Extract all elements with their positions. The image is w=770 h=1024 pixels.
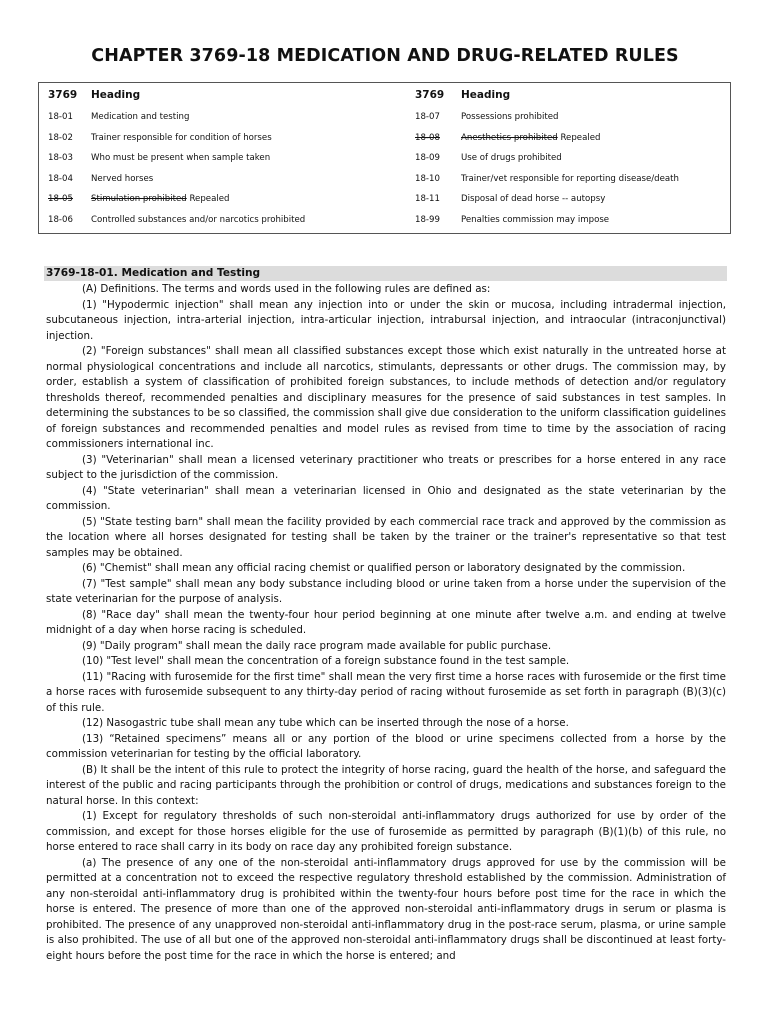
rule-number-right: 18-07	[415, 112, 440, 122]
body-paragraph: (2) "Foreign substances" shall mean all classified substances except those which exist naturally in the untreated horse at normal physiological concentrations and include all narcotics, stimulants, depressants or other drugs. The commission may, by order, establish a system of classification of prohibited foreign substances, to include methods of detection and/or regulatory thresholds thereof, recommended penalties and disciplinary measures for the presence of said substances in test samples. In determining the substances to be so classified, the commission shall give due consideration to the uniform classification guidelines of foreign substances and recommended penalties and model rules as revised from time to time by the association of racing commissioners international inc.	[46, 345, 726, 450]
rule-heading-text: Use of drugs prohibited	[461, 153, 562, 163]
table-row	[39, 189, 730, 209]
rule-heading-right	[461, 107, 558, 127]
body-paragraph: (13) “Retained specimens” means all or any portion of the blood or urine specimens collected from a horse by the commission veterinarian for testing by the official laboratory.	[46, 732, 726, 760]
body-paragraph: (7) "Test sample" shall mean any body substance including blood or urine taken from a horse under the supervision of the state veterinarian for the purpose of analysis.	[46, 577, 726, 605]
body-paragraph: (a) The presence of any one of the non-steroidal anti-inflammatory drugs approved for use by the commission will be permitted at a concentration not to exceed the respective regulatory threshold established by the commission. Administration of any non-steroidal anti-inflammatory drug is prohibited within the twenty-four hours before post time for the race in which the horse is entered. The presence of more than one of the approved non-steroidal anti-inflammatory drugs in serum or plasma is prohibited. The presence of any unapproved non-steroidal anti-inflammatory drug in the post-race serum, plasma, or urine sample is also prohibited. The use of all but one of the approved non-steroidal anti-inflammatory drugs shall be discontinued at least forty-eight hours before the post time for the race in which the horse is entered; and	[46, 856, 726, 962]
rule-heading-text: Penalties commission may impose	[461, 214, 610, 225]
rule-number-left: 18-05	[48, 194, 73, 204]
rule-heading-left	[91, 210, 305, 230]
body-paragraph: (1) "Hypodermic injection" shall mean any injection into or under the skin or mucosa, including intradermal injection, subcutaneous injection, intra-arterial injection, intra-articular injection, intrabursal injection, and intraocular (intraconjunctival) injection.	[46, 298, 726, 342]
repealed-note: Repealed	[557, 132, 601, 143]
rule-heading-right	[461, 189, 605, 209]
rule-heading-text: Disposal of dead horse -- autopsy	[461, 194, 606, 204]
rule-heading-right	[461, 128, 600, 148]
rule-number-right: 18-09	[415, 153, 440, 163]
rule-heading-text: Anesthetics prohibited	[461, 132, 558, 143]
rule-heading-text: Medication and testing	[91, 112, 190, 122]
rule-heading-text: Who must be present when sample taken	[91, 153, 271, 163]
rule-heading-text: Controlled substances and/or narcotics prohibited	[91, 214, 306, 225]
body-paragraph: (1) Except for regulatory thresholds of such non-steroidal anti-inflammatory drugs authorized for use by order of the commission, and except for those horses eligible for the use of furosemide as permitted by paragraph (B)(1)(b) of this rule, no horse entered to race shall carry in its body on race day any prohibited foreign substance.	[46, 810, 726, 853]
body-paragraph: (12) Nasogastric tube shall mean any tube which can be inserted through the nose of a horse.	[82, 717, 569, 729]
rule-heading-left	[91, 107, 189, 127]
rule-heading-left	[91, 128, 272, 148]
rule-body-text	[46, 282, 726, 964]
body-paragraph: (8) "Race day" shall mean the twenty-four hour period beginning at one minute after twelve a.m. and ending at twelve midnight of a day when horse racing is scheduled.	[46, 608, 726, 636]
rule-number-left: 18-03	[48, 153, 73, 163]
rule-heading-text: Stimulation prohibited	[91, 194, 187, 204]
rule-heading-right	[461, 169, 679, 189]
body-paragraph: (B) It shall be the intent of this rule to protect the integrity of horse racing, guard the health of the horse, and safeguard the interest of the public and racing participants through the prohibition or control of drugs, medications and substances foreign to the natural horse. In this context:	[46, 763, 726, 807]
table-row	[39, 169, 730, 189]
body-paragraph: (4) "State veterinarian" shall mean a veterinarian licensed in Ohio and designated as the state veterinarian by the commission.	[46, 484, 726, 512]
header-rule-number-left: 3769	[48, 89, 78, 101]
rule-heading-text: Nerved horses	[91, 173, 154, 184]
rule-number-left: 18-02	[48, 132, 73, 143]
repealed-note: Repealed	[186, 194, 230, 204]
body-paragraph: (11) "Racing with furosemide for the first time" shall mean the very first time a horse races with furosemide or the first time a horse races with furosemide subsequent to any thirty-day period of racing without furosemide as set forth in paragraph (B)(3)(c) of this rule.	[46, 670, 726, 714]
rule-heading-text: Possessions prohibited	[461, 112, 559, 122]
rule-heading-left	[91, 189, 229, 209]
rule-number-left: 18-04	[48, 173, 73, 184]
rule-number-left: 18-01	[48, 112, 73, 122]
body-paragraph: (6) "Chemist" shall mean any official racing chemist or qualified person or laboratory designated by the commission.	[82, 562, 686, 574]
rule-number-right: 18-10	[415, 173, 440, 184]
table-row	[39, 128, 730, 148]
rule-number-right: 18-99	[415, 214, 440, 225]
rule-number-right: 18-11	[415, 194, 440, 204]
rule-number-left: 18-06	[48, 214, 73, 225]
rule-heading-right	[461, 148, 562, 168]
body-paragraph: (5) "State testing barn" shall mean the facility provided by each commercial race track and approved by the commission as the location where all horses designated for testing shall be taken by the trainer or the trainer's representative so that test samples may be obtained.	[46, 515, 726, 559]
table-row	[39, 107, 730, 127]
rules-index-table	[38, 82, 731, 234]
body-paragraph: (10) "Test level" shall mean the concentration of a foreign substance found in the test sample.	[82, 655, 570, 667]
rule-number-right: 18-08	[415, 132, 440, 143]
table-header-row	[39, 85, 730, 105]
document-title: CHAPTER 3769-18 MEDICATION AND DRUG-RELATED RULES	[91, 46, 679, 66]
rule-heading-text: Trainer/vet responsible for reporting disease/death	[461, 173, 679, 184]
body-paragraph: (3) "Veterinarian" shall mean a licensed veterinary practitioner who treats or prescribes for a horse entered in any race subject to the jurisdiction of the commission.	[46, 453, 726, 481]
table-row	[39, 210, 730, 230]
table-row	[39, 148, 730, 168]
header-heading-right: Heading	[461, 89, 511, 101]
header-rule-number-right: 3769	[415, 89, 445, 101]
body-paragraph: (9) "Daily program" shall mean the daily race program made available for public purchase.	[82, 639, 552, 652]
rule-heading-left	[91, 148, 270, 168]
rule-heading-left	[91, 169, 153, 189]
section-heading: 3769-18-01. Medication and Testing	[46, 267, 261, 279]
rule-heading-text: Trainer responsible for condition of horses	[91, 132, 272, 143]
body-paragraph: (A) Definitions. The terms and words used in the following rules are defined as:	[82, 283, 491, 295]
rule-heading-right	[461, 210, 609, 230]
header-heading-left: Heading	[91, 89, 141, 101]
